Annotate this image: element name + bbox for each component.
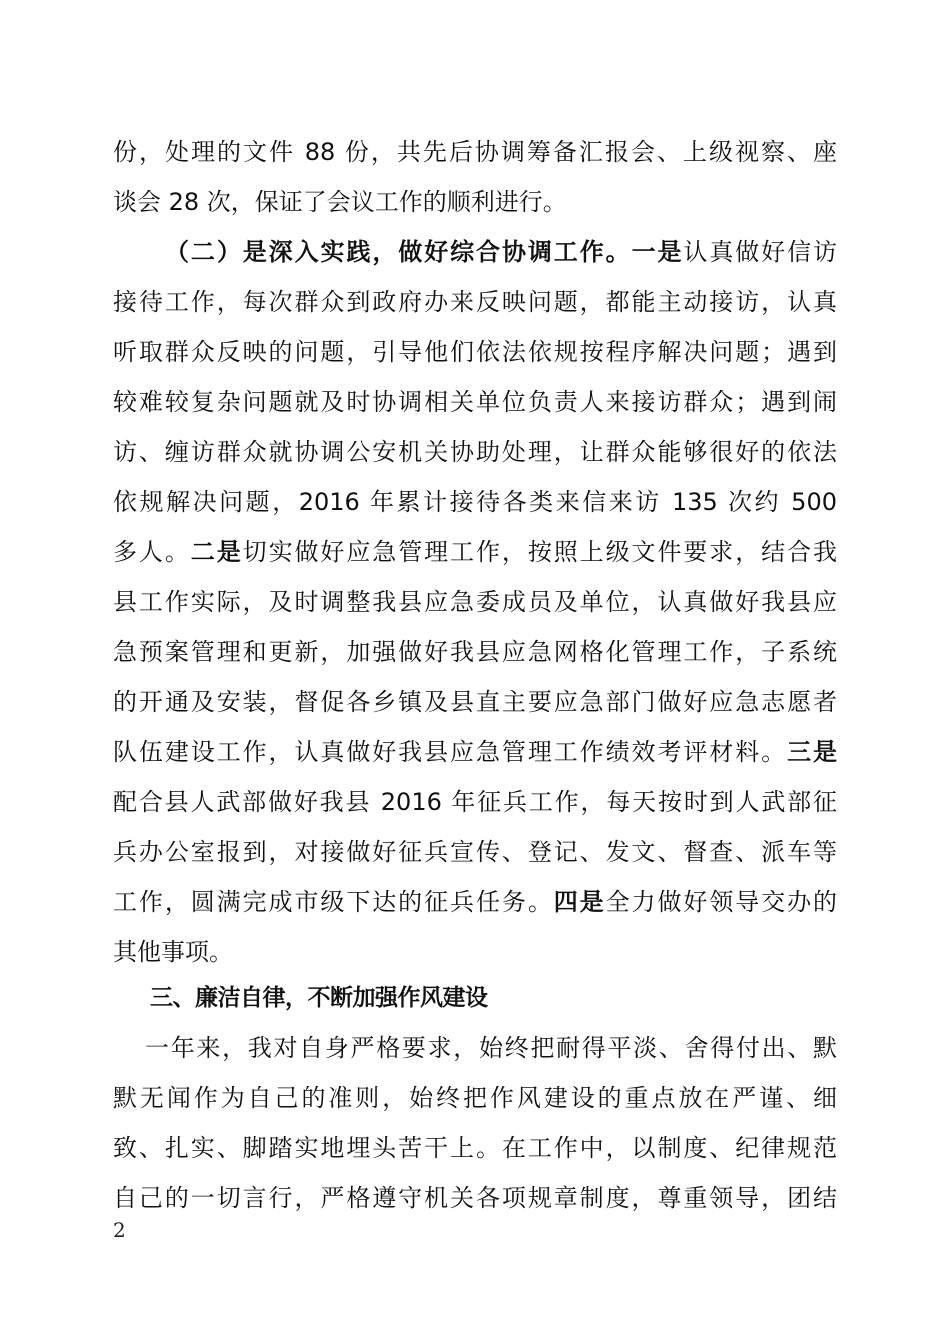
text-run: 配合县人武部做好我县 2016 年征兵工作，每天按时到人武部征 [113,788,837,816]
bold-marker: 四是 [553,888,606,916]
text-line [113,377,837,427]
text-line [113,877,837,927]
text-run: 认真做好信访 [683,238,838,266]
subheading-2: （二）是深入实践，做好综合协调工作。 [165,238,632,266]
text-run: 县工作实际，及时调整我县应急委成员及单位，认真做好我县应 [113,588,837,616]
text-run: 的开通及安装，督促各乡镇及县直主要应急部门做好应急志愿者 [113,688,837,716]
text-line [113,277,837,327]
bold-marker: 二是 [190,538,243,566]
text-line: 自己的一切言行，严格遵守机关各项规章制度，尊重领导，团结 [113,1184,837,1212]
text-line [113,527,837,577]
text-line [113,627,837,677]
text-line [113,927,837,977]
text-run: 其他事项。 [113,938,233,966]
text-line: 致、扎实、脚踏实地埋头苦干上。在工作中，以制度、纪律规范 [113,1134,837,1162]
text-run: 访、缠访群众就协调公安机关协助处理，让群众能够很好的依法 [113,438,837,466]
text-line: 份，处理的文件 88 份，共先后协调筹备汇报会、上级视察、座 [113,138,837,166]
bold-marker: 一是 [631,238,684,266]
text-line: 一年来，我对自身严格要求，始终把耐得平淡、舍得付出、默 [145,1034,837,1062]
text-line [113,777,837,827]
text-line [113,727,837,777]
text-run: 队伍建设工作，认真做好我县应急管理工作绩效考评材料。 [113,738,788,766]
paragraph-2-first-line [165,227,837,277]
text-line [113,827,837,877]
text-run: 依规解决问题，2016 年累计接待各类来信来访 135 次约 500 [113,488,837,516]
text-run: 兵办公室报到，对接做好征兵宣传、登记、发文、督查、派车等 [113,838,837,866]
text-run: 全力做好领导交办的 [605,888,838,916]
page-number: 2 [113,1218,126,1242]
text-line [113,677,837,727]
text-run: 切实做好应急管理工作，按照上级文件要求，结合我 [242,538,838,566]
text-run: 急预案管理和更新，加强做好我县应急网格化管理工作，子系统 [113,638,837,666]
text-line: 默无闻作为自己的准则，始终把作风建设的重点放在严谨、细 [113,1084,837,1112]
text-line [113,477,837,527]
text-run: 工作，圆满完成市级下达的征兵任务。 [113,888,554,916]
text-line [113,327,837,377]
text-line [113,577,837,627]
text-line: 谈会 28 次，保证了会议工作的顺利进行。 [113,188,567,216]
section-heading: 三、廉洁自律，不断加强作风建设 [150,985,488,1011]
text-run: 多人。 [113,538,191,566]
text-line [113,427,837,477]
text-run: 较难较复杂问题就及时协调相关单位负责人来接访群众；遇到闹 [113,388,837,416]
bold-marker: 三是 [787,738,838,766]
text-run: 听取群众反映的问题，引导他们依法依规按程序解决问题；遇到 [113,338,837,366]
text-run: 接待工作，每次群众到政府办来反映问题，都能主动接访，认真 [113,288,837,316]
